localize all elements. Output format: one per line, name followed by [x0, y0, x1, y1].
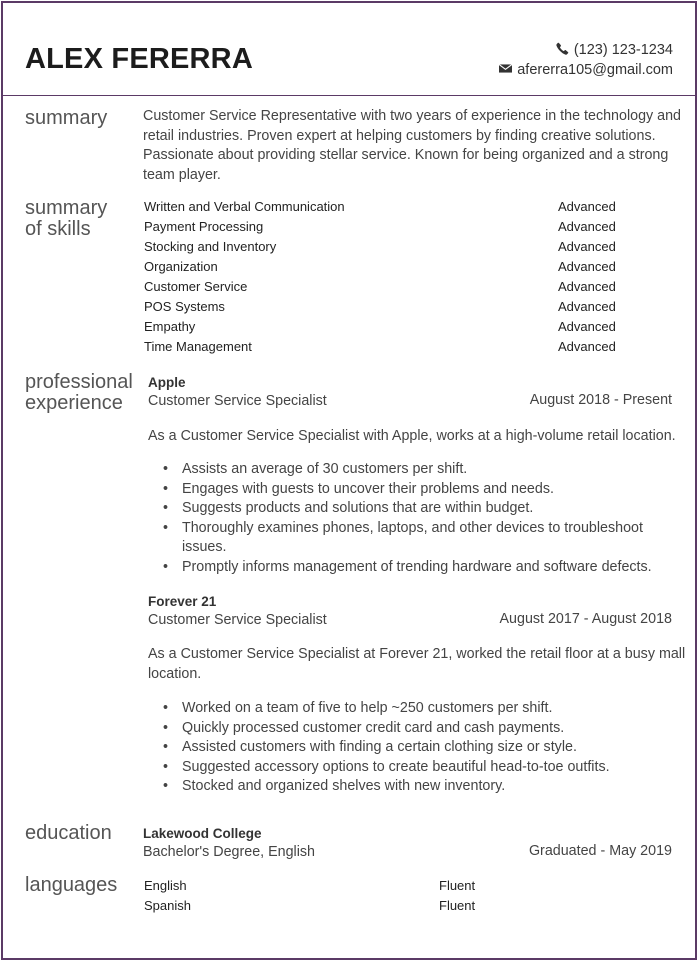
section-title-skills-line2: of skills [25, 218, 91, 240]
resume-page [1, 1, 697, 960]
section-title-summary: summary [25, 107, 108, 129]
email-address: afererra105@gmail.com [517, 62, 673, 78]
skill-row [144, 279, 614, 299]
candidate-name: ALEX FERERRA [25, 43, 253, 75]
language-level: Fluent [439, 898, 476, 913]
skill-name: Payment Processing [144, 219, 264, 234]
section-title-languages: languages [25, 874, 118, 896]
email-row [499, 60, 673, 80]
skill-level: Advanced [558, 259, 616, 274]
list-item: • Suggests products and solutions that are within budget. [163, 499, 683, 519]
section-title-experience [25, 372, 133, 414]
list-item: • Engages with guests to uncover their problems and needs. [163, 480, 683, 500]
section-title-skills [25, 198, 107, 240]
skill-level: Advanced [558, 279, 616, 294]
skill-row [144, 259, 614, 279]
language-name: Spanish [144, 898, 191, 913]
skill-row [144, 199, 614, 219]
skill-level: Advanced [558, 339, 616, 354]
list-item: • Promptly informs management of trending hardware and software defects. [163, 558, 683, 578]
skill-row [144, 239, 614, 259]
phone-icon [556, 42, 574, 59]
skill-name: Stocking and Inventory [144, 239, 277, 254]
summary-text: Customer Service Representative with two years of experience in the technology and retail industries. Proven expert at helping customers by finding creative solutions. Passionate about providing stellar service. Known for being organized and a strong team player. [143, 108, 682, 183]
job-dates: August 2017 - August 2018 [499, 611, 672, 627]
list-item: • Thoroughly examines phones, laptops, and other devices to troubleshoot issues. [163, 519, 663, 558]
skill-level: Advanced [558, 239, 616, 254]
job-description: As a Customer Service Specialist at Forever 21, worked the retail floor at a busy mall location. [148, 646, 686, 682]
list-item: • Stocked and organized shelves with new inventory. [163, 777, 683, 797]
education-school: Lakewood College [143, 826, 262, 841]
phone-row [499, 40, 673, 60]
contact-block [499, 40, 673, 80]
skill-name: Time Management [144, 339, 252, 354]
skill-level: Advanced [558, 299, 616, 314]
job-bullets [163, 699, 683, 797]
phone-number: (123) 123-1234 [573, 42, 673, 58]
education-degree: Bachelor's Degree, English [143, 844, 316, 860]
section-title-education: education [25, 822, 112, 844]
list-item: • Suggested accessory options to create beautiful head-to-toe outfits. [163, 758, 683, 778]
skill-row [144, 339, 614, 359]
language-level: Fluent [439, 878, 476, 893]
header-divider [3, 95, 695, 96]
skill-name: Empathy [144, 319, 196, 334]
skill-name: POS Systems [144, 299, 225, 314]
list-item: • Quickly processed customer credit card and cash payments. [163, 719, 683, 739]
skill-level: Advanced [558, 319, 616, 334]
job-role: Customer Service Specialist [148, 393, 327, 409]
job-description: As a Customer Service Specialist with Apple, works at a high-volume retail location. [148, 428, 676, 444]
skill-name: Written and Verbal Communication [144, 199, 345, 214]
skill-row [144, 319, 614, 339]
skill-name: Customer Service [144, 279, 248, 294]
section-title-skills-line1: summary [25, 197, 108, 219]
skill-row [144, 299, 614, 319]
skill-row [144, 219, 614, 239]
job-dates: August 2018 - Present [529, 392, 672, 408]
language-name: English [144, 878, 187, 893]
skill-name: Organization [144, 259, 218, 274]
section-title-experience-line1: professional [25, 371, 133, 393]
list-item: • Assists an average of 30 customers per shift. [163, 460, 683, 480]
education-graduated: Graduated - May 2019 [528, 843, 672, 859]
skill-level: Advanced [558, 199, 616, 214]
envelope-icon [499, 62, 517, 79]
skill-level: Advanced [558, 219, 616, 234]
job-bullets [163, 460, 683, 577]
list-item: • Worked on a team of five to help ~250 customers per shift. [163, 699, 683, 719]
job-company: Apple [148, 375, 186, 390]
list-item: • Assisted customers with finding a certain clothing size or style. [163, 738, 683, 758]
job-role: Customer Service Specialist [148, 612, 327, 628]
job-company: Forever 21 [148, 594, 217, 609]
section-title-experience-line2: experience [25, 392, 123, 414]
